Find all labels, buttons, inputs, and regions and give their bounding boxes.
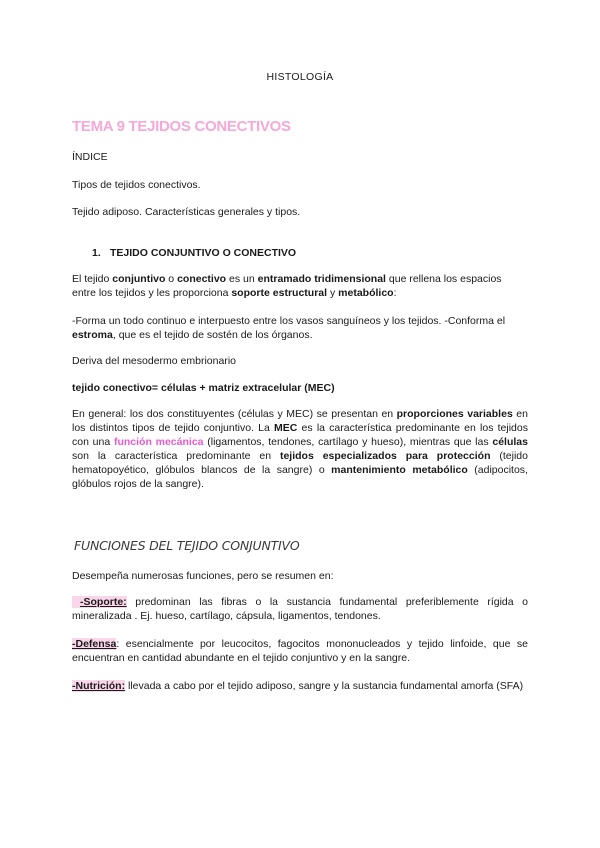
function-defensa: -Defensa: esencialmente por leucocitos, fagocitos mononucleados y tejido linfoide, que se encuentran en cantidad abundante en el tejido conjuntivo y en la sangre. xyxy=(72,638,528,664)
topic-title: TEMA 9 TEJIDOS CONECTIVOS xyxy=(72,118,291,135)
formula-line: tejido conectivo= células + matriz extracelular (MEC) xyxy=(72,382,335,394)
function-label: -Nutrición: xyxy=(72,680,126,692)
functions-heading: FUNCIONES DEL TEJIDO CONJUNTIVO xyxy=(74,538,300,553)
paragraph-general: En general: los dos constituyentes (células y MEC) se presentan en proporciones variables en los distintos tipos de tejido conjuntivo. La MEC es la característica predominante en los tejidos con una función mecánica (ligamentos, tendones, cartílago y hueso), mientras que las células son la característica predominante en tejidos especializados para protección (tejido hematopoyético, glóbulos blancos de la sangre) o mantenimiento metabólico (adipocitos, glóbulos rojos de la sangre). xyxy=(72,408,528,490)
index-item: Tejido adiposo. Características generales y tipos. xyxy=(72,206,301,218)
function-label: -Defensa xyxy=(72,638,117,650)
function-soporte: -Soporte: predominan las fibras o la sustancia fundamental preferiblemente rígida o mineralizada . Ej. hueso, cartílago, cápsula, ligamentos, tendones. xyxy=(72,596,528,622)
function-nutricion: -Nutrición: llevada a cabo por el tejido adiposo, sangre y la sustancia fundamental amorfa (SFA) xyxy=(72,680,524,692)
section-number: 1. xyxy=(92,247,101,259)
index-label: ÍNDICE xyxy=(72,151,108,163)
paragraph-continuum: -Forma un todo continuo e interpuesto entre los vasos sanguíneos y los tejidos. -Conforma el estroma, que es el tejido de sostén de los órganos. xyxy=(72,315,506,341)
section-title: TEJIDO CONJUNTIVO O CONECTIVO xyxy=(110,247,297,259)
paragraph-origin: Deriva del mesodermo embrionario xyxy=(72,355,236,367)
page-header: HISTOLOGÍA xyxy=(266,71,334,83)
function-label: -Soporte: xyxy=(72,596,127,608)
paragraph-definition: El tejido conjuntivo o conectivo es un entramado tridimensional que rellena los espacios entre los tejidos y les proporciona soporte estructural y metabólico: xyxy=(72,273,502,299)
section-heading xyxy=(92,247,296,259)
index-item: Tipos de tejidos conectivos. xyxy=(72,179,201,191)
functions-intro: Desempeña numerosas funciones, pero se resumen en: xyxy=(72,570,334,582)
